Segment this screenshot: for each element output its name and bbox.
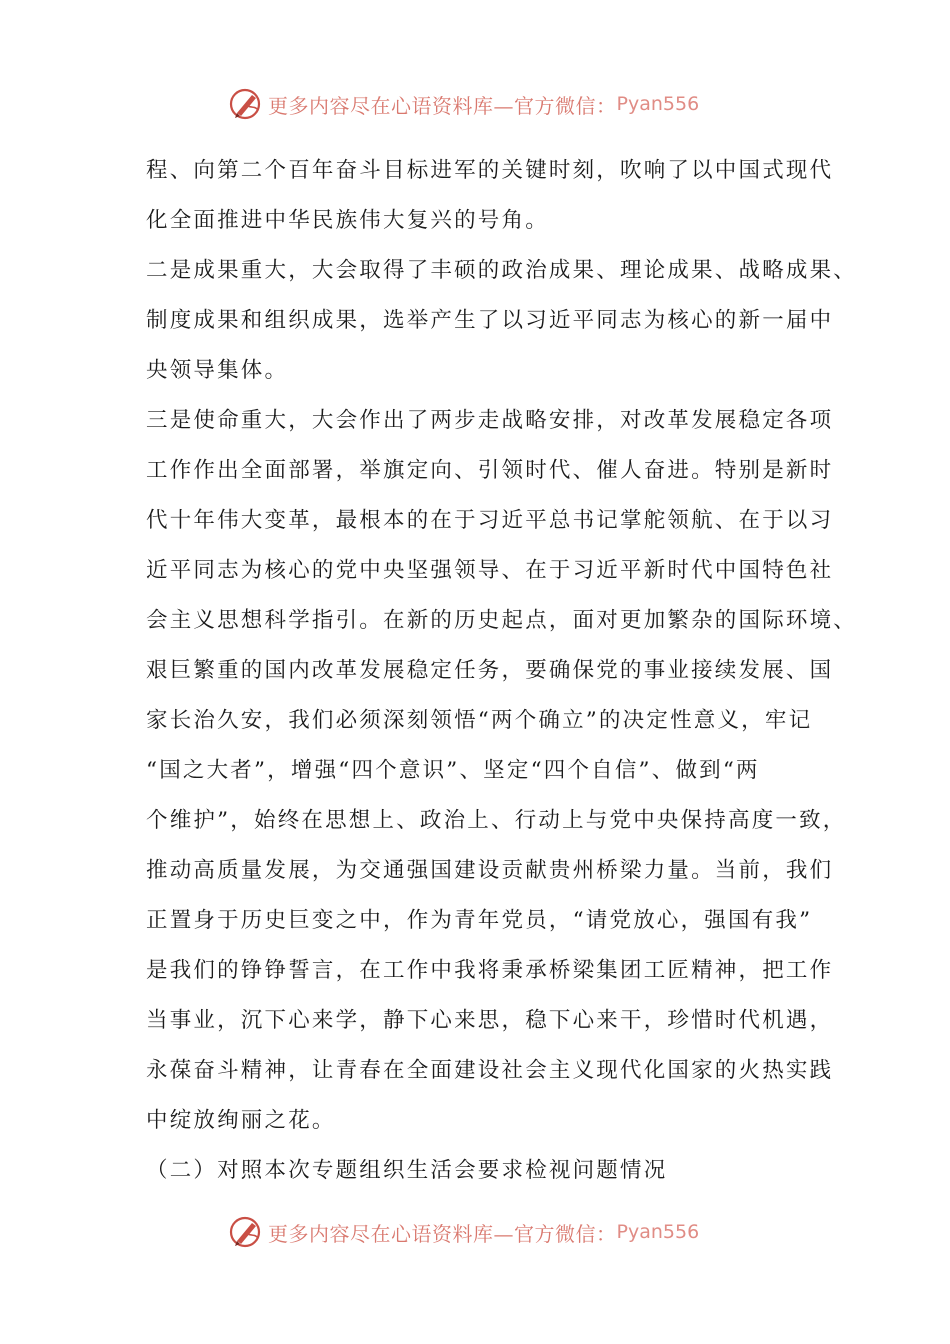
text-line: “国之大者”，增强“四个意识”、坚定“四个自信”、做到“两 <box>146 758 760 783</box>
text-line: 正置身于历史巨变之中，作为青年党员，“请党放心，强国有我” <box>146 908 813 933</box>
text-line: 是我们的铮铮誓言，在工作中我将秉承桥梁集团工匠精神，把工作 <box>146 958 834 983</box>
footer-watermark <box>228 1212 699 1252</box>
watermark-text: 更多内容尽在心语资料库—官方微信： <box>268 93 617 118</box>
text-line: 推动高质量发展，为交通强国建设贡献贵州桥梁力量。当前，我们 <box>146 858 834 883</box>
text-line: 个维护”，始终在思想上、政治上、行动上与党中央保持高度一致， <box>146 808 847 833</box>
text-line: 近平同志为核心的党中央坚强领导、在于习近平新时代中国特色社 <box>146 558 834 583</box>
document-body <box>146 146 858 1196</box>
watermark-text: 更多内容尽在心语资料库—官方微信： <box>268 1221 617 1246</box>
text-line: 程、向第二个百年奋斗目标进军的关键时刻，吹响了以中国式现代 <box>146 158 834 183</box>
text-line: 会主义思想科学指引。在新的历史起点，面对更加繁杂的国际环境、 <box>146 608 858 633</box>
pen-logo-icon <box>228 1214 264 1250</box>
pen-logo-icon <box>228 86 264 122</box>
text-line: 二是成果重大，大会取得了丰硕的政治成果、理论成果、战略成果、 <box>146 258 858 283</box>
text-line: 永葆奋斗精神，让青春在全面建设社会主义现代化国家的火热实践 <box>146 1058 834 1083</box>
text-line: 家长治久安，我们必须深刻领悟“两个确立”的决定性意义，牢记 <box>146 708 813 733</box>
text-line: 央领导集体。 <box>146 358 289 383</box>
text-line: 艰巨繁重的国内改革发展稳定任务，要确保党的事业接续发展、国 <box>146 658 834 683</box>
header-watermark <box>228 84 699 124</box>
watermark-wechat-id: Pyan556 <box>616 93 700 115</box>
text-line: 代十年伟大变革，最根本的在于习近平总书记掌舵领航、在于以习 <box>146 508 834 533</box>
text-line: 中绽放绚丽之花。 <box>146 1108 336 1133</box>
text-line: 制度成果和组织成果，选举产生了以习近平同志为核心的新一届中 <box>146 308 834 333</box>
text-line: 当事业，沉下心来学，静下心来思，稳下心来干，珍惜时代机遇， <box>146 1008 834 1033</box>
text-line: 化全面推进中华民族伟大复兴的号角。 <box>146 208 549 233</box>
section-heading: （二）对照本次专题组织生活会要求检视问题情况 <box>146 1158 668 1183</box>
watermark-wechat-id: Pyan556 <box>616 1221 700 1243</box>
text-line: 工作作出全面部署，举旗定向、引领时代、催人奋进。特别是新时 <box>146 458 834 483</box>
text-line: 三是使命重大，大会作出了两步走战略安排，对改革发展稳定各项 <box>146 408 834 433</box>
